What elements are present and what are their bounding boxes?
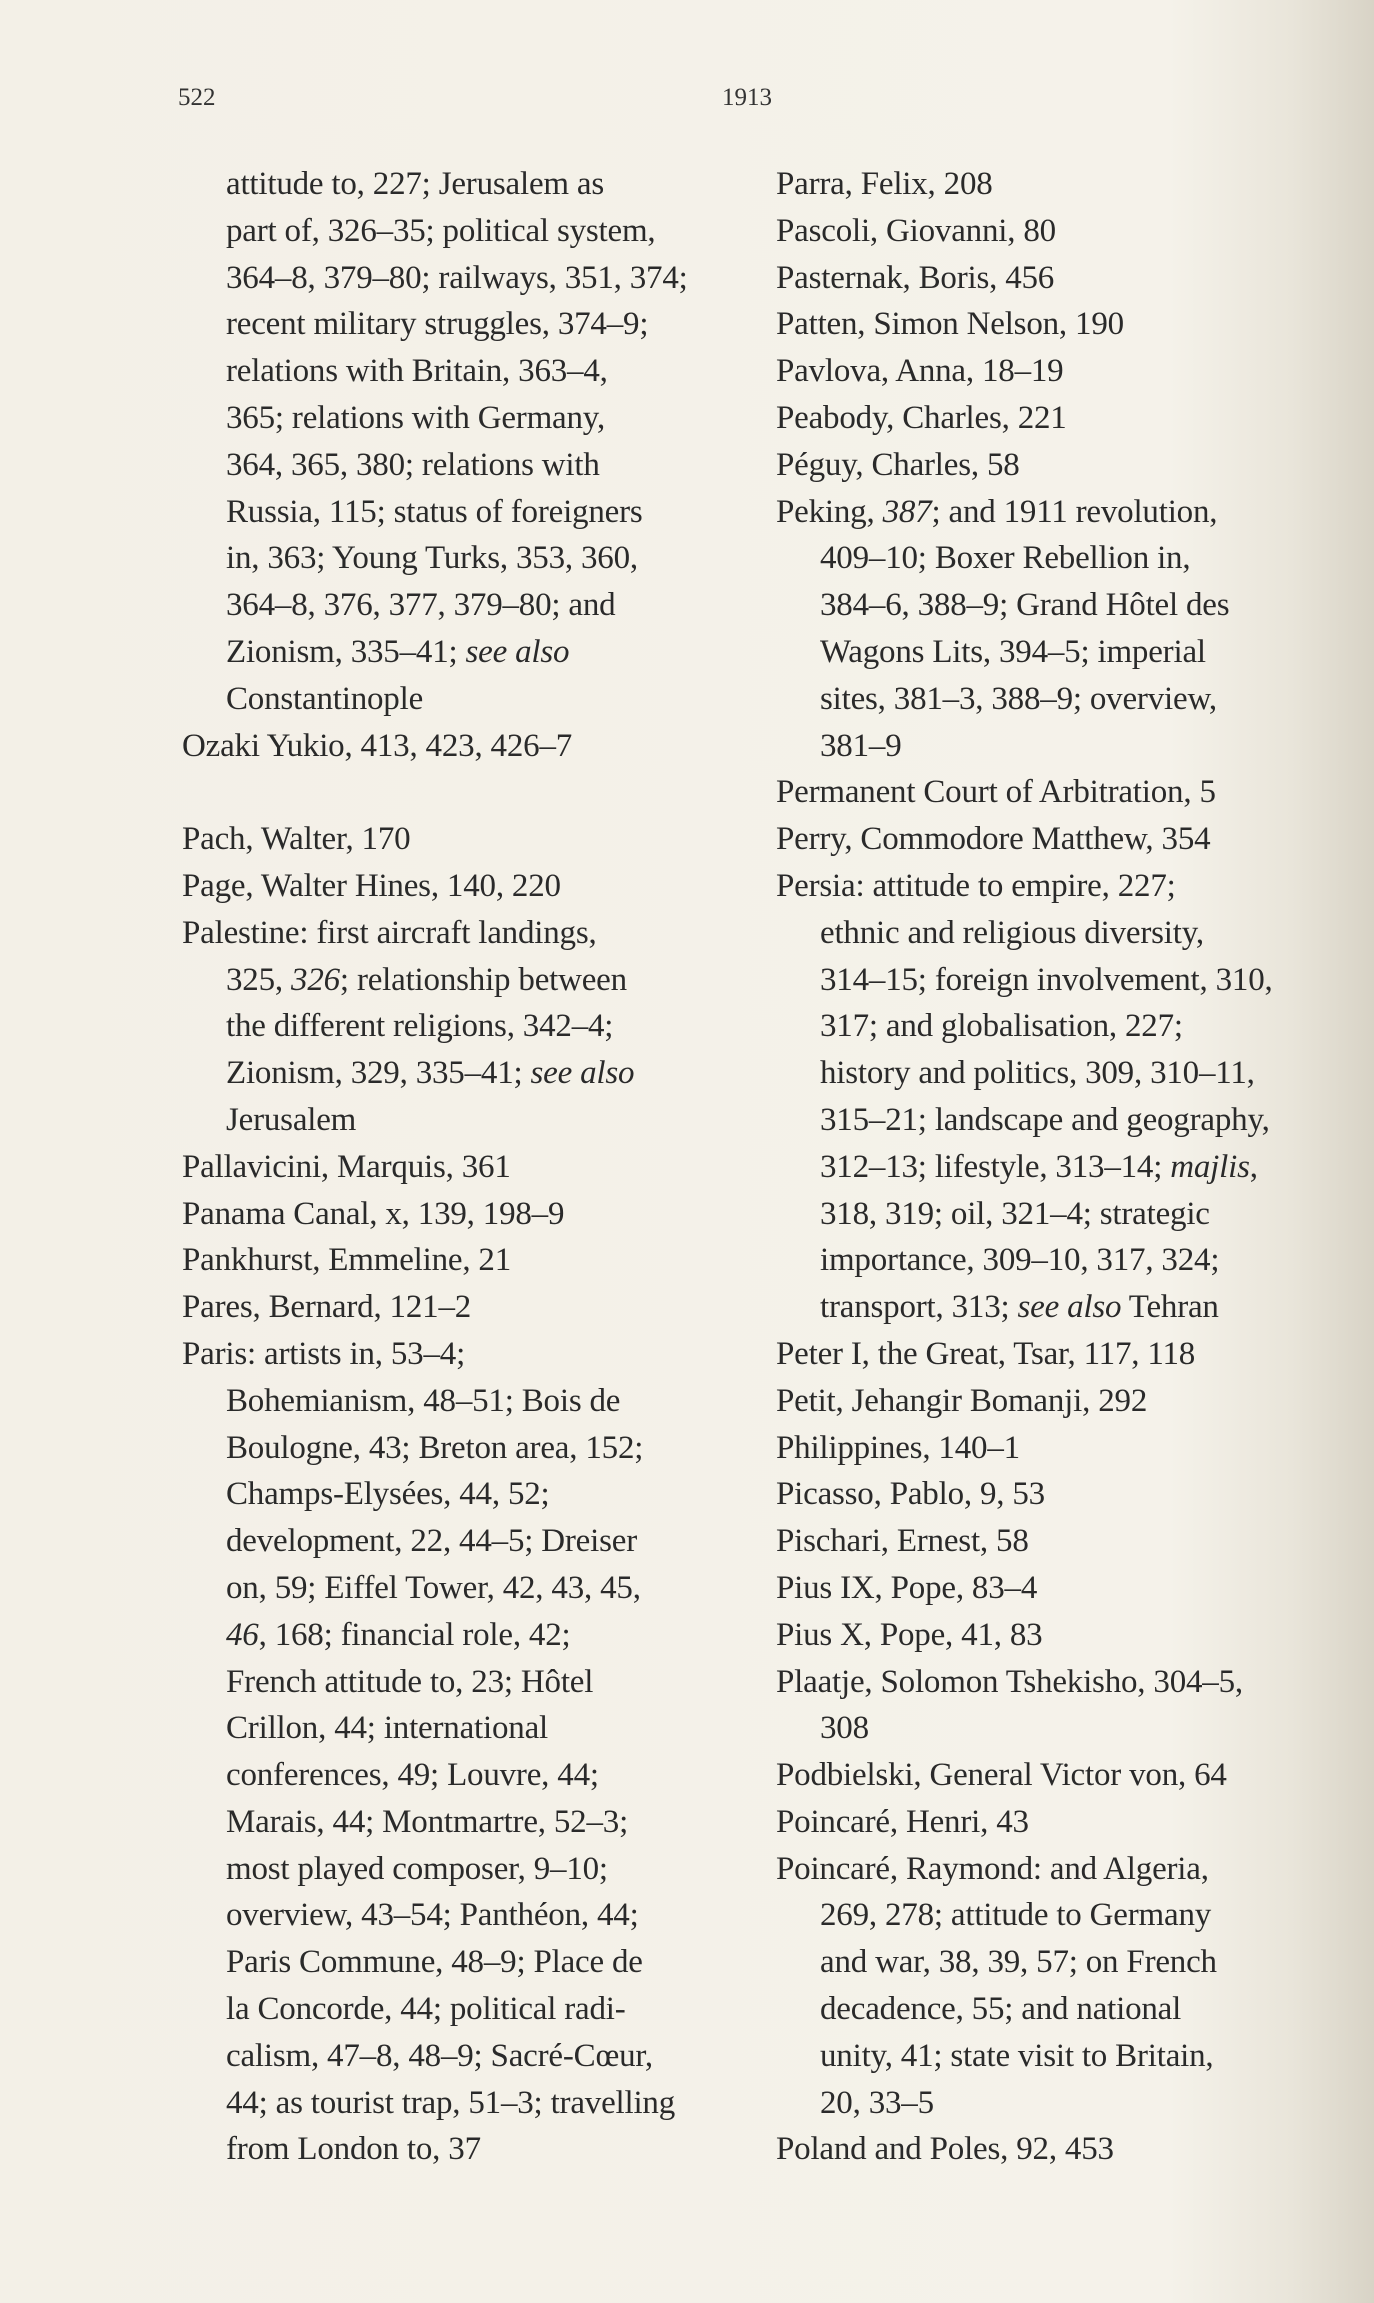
entry-text: ; relationship between <box>339 961 627 998</box>
entry-text: , <box>1249 1148 1258 1185</box>
entry-text: and war, 38, 39, 57; on French <box>820 1944 1217 1981</box>
index-entry-line <box>182 816 742 863</box>
index-subentry-line <box>776 1097 1356 1144</box>
index-subentry-line <box>182 629 742 676</box>
entry-text: 269, 278; attitude to Germany <box>820 1897 1212 1934</box>
entry-text: attitude to, 227; Jerusalem as <box>226 166 604 202</box>
entry-text: decadence, 55; and national <box>820 1991 1182 2028</box>
entry-text: part of, 326–35; political system, <box>226 212 656 249</box>
entry-text: 44; as tourist trap, 51–3; travelling <box>226 2084 676 2121</box>
italic-text: see also <box>1017 1289 1122 1326</box>
entry-text: Page, Walter Hines, 140, 220 <box>182 867 561 904</box>
index-subentry-line <box>776 910 1356 957</box>
entry-text: Pavlova, Anna, 18–19 <box>776 353 1064 390</box>
entry-text: development, 22, 44–5; Dreiser <box>226 1523 637 1560</box>
index-entry-line <box>776 395 1356 442</box>
entry-text: 381–9 <box>820 727 902 764</box>
index-subentry-line <box>776 2080 1356 2127</box>
entry-text: Crillon, 44; international <box>226 1710 548 1747</box>
entry-text: most played composer, 9–10; <box>226 1850 608 1887</box>
entry-text: Pares, Bernard, 121–2 <box>182 1289 472 1326</box>
entry-text: in, 363; Young Turks, 353, 360, <box>226 540 638 577</box>
entry-text: Poland and Poles, 92, 453 <box>776 2131 1114 2168</box>
index-entry-line <box>776 1471 1356 1518</box>
index-entry-line <box>182 1191 742 1238</box>
index-subentry-line <box>776 582 1356 629</box>
index-subentry-line <box>182 442 742 489</box>
entry-text: Marais, 44; Montmartre, 52–3; <box>226 1803 629 1840</box>
index-entry-line <box>776 255 1356 302</box>
entry-text: Poincaré, Henri, 43 <box>776 1803 1029 1840</box>
entry-text: , 168; financial role, 42; <box>258 1616 571 1653</box>
entry-text: ; and 1911 revolution, <box>931 493 1218 530</box>
index-subentry-line <box>776 2033 1356 2080</box>
entry-text: importance, 309–10, 317, 324; <box>820 1242 1220 1279</box>
entry-text: 325, <box>226 961 292 998</box>
entry-text: Zionism, 329, 335–41; <box>226 1055 531 1092</box>
index-subentry-line <box>776 957 1356 1004</box>
entry-text: Podbielski, General Victor von, 64 <box>776 1757 1227 1794</box>
entry-text: French attitude to, 23; Hôtel <box>226 1663 594 1700</box>
entry-text: Constantinople <box>226 680 424 717</box>
entry-text: Russia, 115; status of foreigners <box>226 493 643 530</box>
index-subentry-line <box>182 348 742 395</box>
entry-text: 364, 365, 380; relations with <box>226 446 600 483</box>
entry-text: Boulogne, 43; Breton area, 152; <box>226 1429 644 1466</box>
index-column-right <box>776 161 1356 2173</box>
entry-text: conferences, 49; Louvre, 44; <box>226 1757 599 1794</box>
index-subentry-line <box>182 1565 742 1612</box>
index-subentry-line <box>776 1284 1356 1331</box>
index-entry-line <box>776 1378 1356 1425</box>
entry-text: Pach, Walter, 170 <box>182 821 411 858</box>
entry-text: Petit, Jehangir Bomanji, 292 <box>776 1382 1148 1419</box>
index-entry-line <box>776 1331 1356 1378</box>
entry-text: ethnic and religious diversity, <box>820 914 1204 951</box>
index-entry-line <box>776 208 1356 255</box>
index-section-gap <box>182 769 742 816</box>
index-subentry-line <box>182 208 742 255</box>
entry-text: 364–8, 379–80; railways, 351, 374; <box>226 259 688 296</box>
entry-text: Pallavicini, Marquis, 361 <box>182 1148 511 1185</box>
index-entry-line <box>776 1518 1356 1565</box>
entry-text: Jerusalem <box>226 1101 357 1138</box>
index-subentry-line <box>776 1705 1356 1752</box>
entry-text: Pischari, Ernest, 58 <box>776 1523 1029 1560</box>
index-subentry-line <box>182 1518 742 1565</box>
entry-text: the different religions, 342–4; <box>226 1008 614 1045</box>
italic-text: majlis <box>1170 1148 1250 1185</box>
index-subentry-line <box>182 1378 742 1425</box>
index-entry-line <box>776 442 1356 489</box>
entry-text: 315–21; landscape and geography, <box>820 1101 1270 1138</box>
entry-text: Paris Commune, 48–9; Place de <box>226 1944 643 1981</box>
index-entry-line <box>776 161 1356 208</box>
entry-text: Péguy, Charles, 58 <box>776 446 1020 483</box>
entry-text: Pankhurst, Emmeline, 21 <box>182 1242 512 1279</box>
index-entry-line <box>776 1565 1356 1612</box>
index-subentry-line <box>776 1237 1356 1284</box>
entry-text: Picasso, Pablo, 9, 53 <box>776 1476 1045 1513</box>
entry-text: Peking, <box>776 493 883 530</box>
index-subentry-line <box>182 161 742 208</box>
index-subentry-line <box>182 255 742 302</box>
index-entry-line <box>776 816 1356 863</box>
index-entry-line <box>182 1284 742 1331</box>
page-number: 522 <box>178 84 216 111</box>
entry-text: 308 <box>820 1710 869 1747</box>
entry-text: overview, 43–54; Panthéon, 44; <box>226 1897 639 1934</box>
index-entry-line <box>776 769 1356 816</box>
index-subentry-line <box>182 1846 742 1893</box>
index-subentry-line <box>182 2033 742 2080</box>
index-subentry-line <box>776 1191 1356 1238</box>
index-subentry-line <box>182 676 742 723</box>
index-subentry-line <box>776 1892 1356 1939</box>
index-column-left <box>182 161 742 2173</box>
running-title: 1913 <box>722 84 772 111</box>
index-subentry-line <box>182 1752 742 1799</box>
entry-text: Bohemianism, 48–51; Bois de <box>226 1382 621 1419</box>
index-subentry-line <box>182 1050 742 1097</box>
entry-text: 365; relations with Germany, <box>226 399 606 436</box>
entry-text: Patten, Simon Nelson, 190 <box>776 306 1124 343</box>
index-entry-line <box>776 1799 1356 1846</box>
index-entry-line <box>776 1612 1356 1659</box>
index-entry-line <box>776 489 1356 536</box>
index-entry-line <box>776 1659 1356 1706</box>
entry-text: transport, 313; <box>820 1289 1018 1326</box>
index-subentry-line <box>776 1986 1356 2033</box>
entry-text: 384–6, 388–9; Grand Hôtel des <box>820 587 1230 624</box>
entry-text: calism, 47–8, 48–9; Sacré-Cœur, <box>226 2037 653 2074</box>
entry-text: 409–10; Boxer Rebellion in, <box>820 540 1191 577</box>
entry-text: recent military struggles, 374–9; <box>226 306 649 343</box>
entry-text: Pasternak, Boris, 456 <box>776 259 1055 296</box>
index-subentry-line <box>182 957 742 1004</box>
index-entry-line <box>182 863 742 910</box>
index-entry-line <box>776 1752 1356 1799</box>
entry-text: Peabody, Charles, 221 <box>776 399 1067 436</box>
index-subentry-line <box>776 1939 1356 1986</box>
index-entry-line <box>182 1144 742 1191</box>
entry-text: relations with Britain, 363–4, <box>226 353 608 390</box>
index-subentry-line <box>776 1003 1356 1050</box>
italic-text: 387 <box>882 493 932 530</box>
index-subentry-line <box>182 1659 742 1706</box>
index-subentry-line <box>776 676 1356 723</box>
index-entry-line <box>182 1331 742 1378</box>
entry-text: Palestine: first aircraft landings, <box>182 914 597 951</box>
entry-text: on, 59; Eiffel Tower, 42, 43, 45, <box>226 1569 641 1606</box>
index-subentry-line <box>182 395 742 442</box>
entry-text: 317; and globalisation, 227; <box>820 1008 1183 1045</box>
entry-text: from London to, 37 <box>226 2131 481 2168</box>
index-subentry-line <box>182 1471 742 1518</box>
entry-text: Permanent Court of Arbitration, 5 <box>776 774 1216 811</box>
entry-text: 20, 33–5 <box>820 2084 934 2121</box>
index-subentry-line <box>182 1986 742 2033</box>
index-subentry-line <box>182 1425 742 1472</box>
entry-text: unity, 41; state visit to Britain, <box>820 2037 1214 2074</box>
index-subentry-line <box>182 1003 742 1050</box>
entry-text: Wagons Lits, 394–5; imperial <box>820 633 1206 670</box>
entry-text: 314–15; foreign involvement, 310, <box>820 961 1273 998</box>
index-subentry-line <box>182 2080 742 2127</box>
index-subentry-line <box>182 1939 742 1986</box>
entry-text: Peter I, the Great, Tsar, 117, 118 <box>776 1335 1196 1372</box>
entry-text: 312–13; lifestyle, 313–14; <box>820 1148 1171 1185</box>
index-subentry-line <box>776 629 1356 676</box>
index-subentry-line <box>182 1799 742 1846</box>
entry-text: Panama Canal, x, 139, 198–9 <box>182 1195 565 1232</box>
index-subentry-line <box>182 535 742 582</box>
entry-text: Ozaki Yukio, 413, 423, 426–7 <box>182 727 573 764</box>
index-entry-line <box>776 1846 1356 1893</box>
index-subentry-line <box>182 582 742 629</box>
index-subentry-line <box>776 1050 1356 1097</box>
index-subentry-line <box>776 535 1356 582</box>
italic-text: 46 <box>226 1616 259 1653</box>
index-subentry-line <box>182 1612 742 1659</box>
index-entry-line <box>182 1237 742 1284</box>
entry-text: Tehran <box>1121 1289 1219 1326</box>
entry-text: history and politics, 309, 310–11, <box>820 1055 1255 1092</box>
entry-text: Champs-Elysées, 44, 52; <box>226 1476 550 1513</box>
entry-text: Philippines, 140–1 <box>776 1429 1020 1466</box>
entry-text: Pius X, Pope, 41, 83 <box>776 1616 1043 1653</box>
entry-text: Poincaré, Raymond: and Algeria, <box>776 1850 1209 1887</box>
index-entry-line <box>776 863 1356 910</box>
entry-text: Zionism, 335–41; <box>226 633 466 670</box>
index-subentry-line <box>182 1705 742 1752</box>
index-subentry-line <box>776 723 1356 770</box>
index-subentry-line <box>182 1892 742 1939</box>
italic-text: see also <box>465 633 570 670</box>
entry-text: Plaatje, Solomon Tshekisho, 304–5, <box>776 1663 1243 1700</box>
index-entry-line <box>776 301 1356 348</box>
entry-text: 364–8, 376, 377, 379–80; and <box>226 587 616 624</box>
index-entry-line <box>182 723 742 770</box>
index-subentry-line <box>182 301 742 348</box>
index-subentry-line <box>182 489 742 536</box>
index-subentry-line <box>776 1144 1356 1191</box>
index-entry-line <box>776 2126 1356 2173</box>
entry-text: Pius IX, Pope, 83–4 <box>776 1569 1038 1606</box>
entry-text: 318, 319; oil, 321–4; strategic <box>820 1195 1210 1232</box>
entry-text: Persia: attitude to empire, 227; <box>776 867 1176 904</box>
entry-text: Parra, Felix, 208 <box>776 166 993 202</box>
index-entry-line <box>776 1425 1356 1472</box>
entry-text: Paris: artists in, 53–4; <box>182 1335 466 1372</box>
entry-text: Pascoli, Giovanni, 80 <box>776 212 1056 249</box>
index-entry-line <box>182 910 742 957</box>
italic-text: 326 <box>291 961 340 998</box>
entry-text: Perry, Commodore Matthew, 354 <box>776 821 1211 858</box>
index-entry-line <box>776 348 1356 395</box>
italic-text: see also <box>530 1055 635 1092</box>
entry-text: sites, 381–3, 388–9; overview, <box>820 680 1217 717</box>
index-subentry-line <box>182 2126 742 2173</box>
entry-text: la Concorde, 44; political radi- <box>226 1991 626 2028</box>
index-subentry-line <box>182 1097 742 1144</box>
